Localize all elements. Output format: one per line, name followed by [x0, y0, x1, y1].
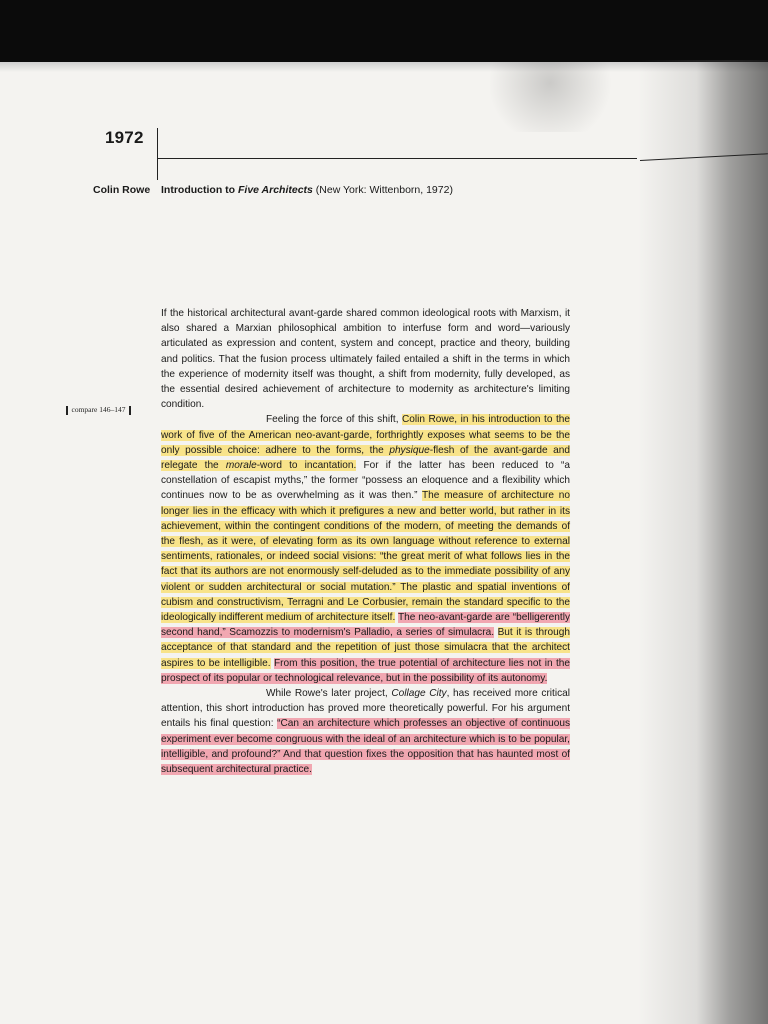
margin-note-text: compare 146–147	[71, 405, 126, 414]
source-citation	[161, 184, 453, 196]
p3-text: While Rowe's later project,	[266, 688, 392, 700]
source-prefix: Introduction to	[161, 184, 238, 196]
header-rule-vertical	[157, 128, 158, 180]
highlight-yellow: Colin Rowe, in his introduction to the work of five of the American neo-avant-garde, forthrightly exposes what seems to be the only possible choice: adhere to the forms, the physique-flesh of the avant-garde and relegate the morale-word to incantation.	[161, 414, 570, 472]
p3-italic-title: Collage City	[391, 688, 447, 700]
paragraph-2	[161, 412, 570, 686]
margin-cross-reference	[62, 405, 135, 415]
margin-bar-right	[129, 406, 131, 415]
scan-speckle	[490, 62, 640, 132]
scan-gutter-shadow	[638, 60, 768, 1024]
highlight-yellow: The measure of architecture no longer lies in the efficacy with which it prefigures a new and better world, but rather in its achievement, within the contingent conditions of the modern, of meeting the demands of the flesh, as it were, of elevating form as its own language without reference to external sentiments, rationales, or indeed social visions: “the great merit of what follows lies in the fact that its authors are not enormously self-deluded as to the immediate possibility of any violent or sudden architectural or social mutation.” The plastic and spatial inventions of cubism and constructivism, Terragni and Le Corbusier, remain the standard specific to the ideologically indifferent medium of architecture itself.	[161, 490, 571, 624]
highlight-pink: From this position, the true potential of architecture lies not in the prospect of its popular or technological relevance, but in the possibility of its autonomy.	[161, 657, 570, 684]
source-title: Five Architects	[237, 184, 313, 196]
margin-bar-left	[66, 406, 68, 415]
paragraph-3	[161, 686, 570, 777]
body-text	[161, 306, 570, 777]
highlight-yellow: But it is through acceptance of that standard and the repetition of just those simulacra that the architect aspires to be intelligible.	[161, 627, 570, 669]
p3-text: , has received more critical attention, this short introduction has proved more theoretically powerful. For his argument entails his final question:	[161, 688, 570, 730]
header-rule-horizontal	[157, 158, 637, 159]
source-publisher: (New York: Wittenborn, 1972)	[312, 184, 453, 196]
paragraph-1: If the historical architectural avant-garde shared common ideological roots with Marxism, it also shared a Marxian philosophical ambition to interfuse form and word—variously articulated as expression and content, system and concept, practice and theory, building and politics. That the fusion process ultimately failed entailed a shift in the terms in which the experience of modernity itself was thought, a shift from modernity, fully developed, as the essential desired achievement of architecture to modernity as architecture's limiting condition.	[161, 308, 570, 411]
author-name: Colin Rowe	[93, 184, 151, 196]
highlight-pink: The neo-avant-garde are “belligerently second hand,” Scamozzis to modernism's Palladio, a series of simulacra.	[161, 612, 570, 639]
year-heading: 1972	[105, 128, 144, 147]
p2-text: Feeling the force of this shift,	[266, 414, 402, 426]
scan-top-shadow	[0, 0, 768, 62]
highlight-pink: “Can an architecture which professes an objective of continuous experiment ever become congruous with the ideal of an architecture which is to be popular, intelligible, and profound?” And that question fixes the opposition that has haunted most of subsequent architectural practice.	[161, 718, 570, 776]
p2-text: For if the latter has been reduced to “a constellation of escapist myths,” the former “possess an eloquence and a flexibility which continues now to be as overwhelming as it was then.”	[161, 460, 570, 502]
